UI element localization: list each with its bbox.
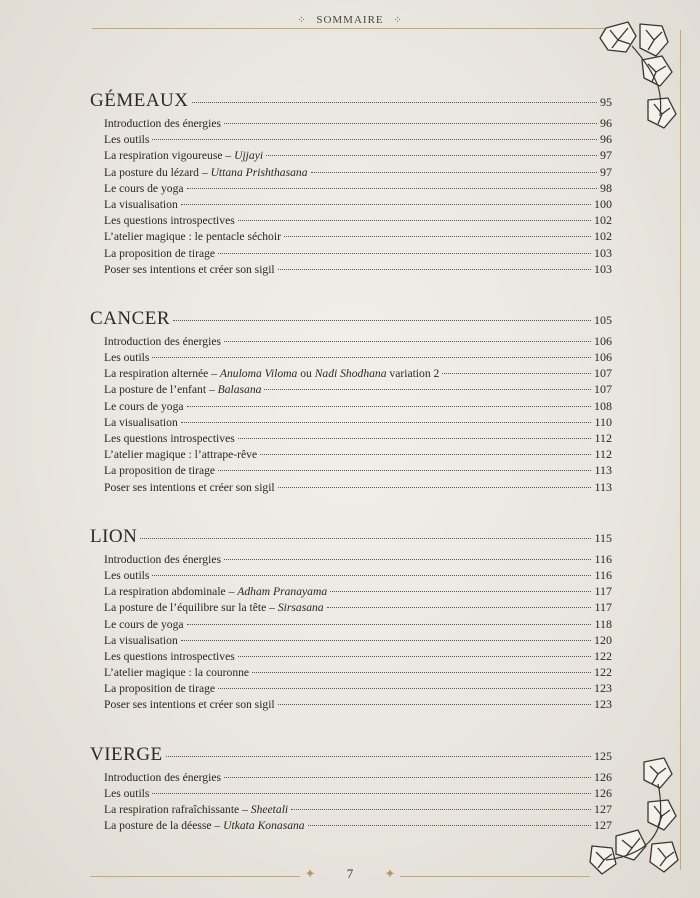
entry-page: 117 (594, 600, 612, 615)
dot-leader (140, 538, 591, 539)
entry-page: 98 (600, 180, 612, 195)
dot-leader (152, 357, 591, 358)
entry-page: 107 (594, 366, 612, 381)
toc-entry[interactable] (90, 617, 612, 633)
entry-text: Introduction des énergies (104, 117, 221, 130)
entry-page: 122 (594, 665, 612, 680)
dot-leader (291, 809, 591, 810)
ornament-left-icon: ⁘ (297, 15, 307, 26)
dot-leader (238, 438, 592, 439)
entry-page: 96 (600, 116, 612, 130)
toc-entry[interactable] (90, 262, 612, 278)
entry-text: Introduction des énergies (104, 552, 221, 566)
entry-text: Les outils (104, 133, 150, 147)
entry-italic: Balasana (217, 383, 262, 397)
entry-page: 103 (594, 245, 612, 260)
entry-text: Poser ses intentions et créer son sigil (104, 262, 275, 276)
toc-entry[interactable] (90, 334, 612, 350)
entry-text: Introduction des énergies (104, 334, 221, 348)
toc-entry[interactable] (90, 148, 612, 164)
toc-entry[interactable] (90, 197, 612, 213)
dot-leader (152, 139, 597, 140)
dot-leader (442, 373, 591, 374)
entry-text: La visualisation (104, 415, 178, 429)
entry-text: Les questions introspectives (104, 214, 235, 228)
dot-leader (218, 688, 591, 689)
entry-suffix: ou (297, 367, 315, 381)
toc-entry[interactable] (90, 818, 612, 834)
entry-page: 110 (594, 414, 612, 429)
toc-entry[interactable] (90, 552, 612, 568)
entry-text: Poser ses intentions et créer son sigil (104, 480, 275, 494)
entry-page: 116 (594, 551, 612, 566)
dot-leader (238, 656, 591, 657)
entry-page: 96 (600, 132, 612, 147)
entry-italic: Ujjayi (234, 149, 264, 163)
entry-text: La posture de la déesse – (104, 819, 224, 833)
entry-italic: Uttana Prishthasana (210, 165, 308, 179)
entry-italic: Sirsasana (277, 601, 324, 615)
dot-leader (166, 756, 591, 757)
entry-page: 112 (594, 447, 612, 462)
entry-page: 112 (594, 431, 612, 445)
toc-entry[interactable] (90, 165, 612, 181)
entry-text: Les outils (104, 351, 150, 365)
dot-leader (327, 607, 592, 608)
entry-text: Le cours de yoga (104, 181, 184, 195)
entry-page: 127 (594, 818, 612, 833)
toc-entry[interactable] (90, 181, 612, 197)
entry-text: Les outils (104, 568, 150, 582)
dot-leader (181, 640, 591, 641)
entry-text: La respiration alternée – (104, 367, 220, 381)
entry-text: La posture du lézard – (104, 165, 211, 179)
entry-page: 106 (594, 350, 612, 365)
entry-italic: Utkata Konasana (223, 819, 305, 833)
entry-text: Les questions introspectives (104, 432, 235, 445)
chapter-heading[interactable] (90, 90, 612, 116)
entry-page: 126 (594, 785, 612, 800)
dot-leader (181, 422, 592, 423)
entry-italic: Nadi Shodhana (314, 367, 387, 381)
toc-entry[interactable] (90, 229, 612, 245)
frame-right-line (680, 30, 681, 870)
ornament-right-icon: ⁘ (393, 15, 403, 26)
chapter-heading[interactable] (90, 526, 612, 552)
entry-text: Les outils (104, 786, 150, 800)
dot-leader (192, 102, 598, 103)
entry-italic: Sheetali (250, 803, 289, 816)
entry-text: Les questions introspectives (104, 649, 235, 663)
chapter-heading[interactable] (90, 744, 612, 770)
dot-leader (218, 470, 591, 471)
toc-entry[interactable] (90, 463, 612, 479)
entry-suffix: variation 2 (386, 367, 440, 381)
page-number: 7 (346, 866, 354, 881)
entry-page: 97 (600, 148, 612, 163)
entry-text: Le cours de yoga (104, 399, 184, 413)
toc-entry[interactable] (90, 350, 612, 366)
entry-page: 106 (594, 333, 612, 348)
dot-leader (152, 793, 591, 794)
entry-text: La visualisation (104, 633, 178, 647)
dot-leader (187, 406, 591, 407)
entry-text: Poser ses intentions et créer son sigil (104, 698, 275, 712)
table-of-contents (90, 90, 612, 864)
toc-entry[interactable] (90, 665, 612, 681)
dot-leader (173, 320, 591, 321)
dot-leader (187, 188, 597, 189)
toc-entry[interactable] (90, 770, 612, 786)
toc-entry[interactable] (90, 802, 612, 818)
toc-entry[interactable] (90, 600, 612, 616)
chapter-title: LION (90, 525, 138, 547)
entry-page: 116 (594, 567, 612, 582)
section-gemeaux (90, 90, 612, 278)
entry-text: La proposition de tirage (104, 682, 216, 696)
star-right-icon: ✦ (384, 866, 396, 881)
entry-page: 113 (594, 463, 612, 478)
entry-text: Introduction des énergies (104, 770, 221, 784)
entry-page: 100 (594, 196, 612, 211)
dot-leader (152, 575, 591, 576)
toc-entry[interactable] (90, 697, 612, 713)
section-vierge (90, 744, 612, 835)
toc-entry[interactable] (90, 213, 612, 229)
frame-top-line (92, 28, 622, 29)
section-lion (90, 526, 612, 714)
entry-text: La posture de l’enfant – (104, 383, 218, 397)
dot-leader (266, 155, 597, 156)
entry-page: 123 (594, 681, 612, 696)
dot-leader (238, 220, 591, 221)
entry-page: 123 (594, 697, 612, 712)
entry-page: 102 (594, 213, 612, 228)
header-title: SOMMAIRE (316, 14, 384, 26)
entry-text: La posture de l’équilibre sur la tête – (104, 601, 278, 615)
chapter-heading[interactable] (90, 308, 612, 334)
dot-leader (278, 487, 592, 488)
entry-page: 113 (594, 479, 612, 494)
entry-text: La respiration rafraîchissante – (104, 803, 251, 816)
toc-entry[interactable] (90, 584, 612, 600)
chapter-page: 105 (594, 312, 612, 327)
toc-entry[interactable] (90, 649, 612, 665)
toc-entry[interactable] (90, 132, 612, 148)
entry-italic: Adham Pranayama (237, 585, 328, 599)
chapter-page: 95 (600, 95, 612, 109)
entry-page: 108 (594, 398, 612, 413)
entry-text: La respiration vigoureuse – (104, 149, 235, 163)
entry-page: 97 (600, 164, 612, 179)
dot-leader (218, 253, 591, 254)
toc-entry[interactable] (90, 366, 612, 382)
entry-page: 127 (594, 802, 612, 816)
section-cancer (90, 308, 612, 496)
dot-leader (224, 777, 591, 778)
star-left-icon: ✦ (304, 866, 316, 881)
entry-page: 117 (594, 584, 612, 599)
dot-leader (224, 341, 591, 342)
dot-leader (308, 825, 591, 826)
dot-leader (181, 204, 591, 205)
entry-italic: Anuloma Viloma (219, 367, 298, 381)
dot-leader (278, 704, 591, 705)
dot-leader (260, 454, 591, 455)
dot-leader (224, 123, 597, 124)
toc-entry[interactable] (90, 447, 612, 463)
toc-entry[interactable] (90, 568, 612, 584)
entry-page: 118 (594, 616, 612, 631)
toc-entry[interactable] (90, 786, 612, 802)
dot-leader (330, 591, 591, 592)
entry-text: La proposition de tirage (104, 464, 216, 478)
toc-entry[interactable] (90, 246, 612, 262)
chapter-title: GÉMEAUX (90, 90, 189, 111)
entry-page: 107 (594, 382, 612, 397)
toc-entry[interactable] (90, 633, 612, 649)
entry-page: 120 (594, 632, 612, 647)
toc-entry[interactable] (90, 431, 612, 447)
dot-leader (252, 672, 591, 673)
page-footer (0, 866, 700, 882)
dot-leader (264, 389, 591, 390)
dot-leader (311, 172, 597, 173)
entry-text: La respiration abdominale – (104, 585, 238, 599)
entry-text: La visualisation (104, 197, 178, 211)
dot-leader (224, 559, 591, 560)
chapter-title: VIERGE (90, 743, 163, 765)
dot-leader (278, 269, 591, 270)
entry-page: 126 (594, 769, 612, 784)
entry-page: 122 (594, 648, 612, 663)
toc-entry[interactable] (90, 382, 612, 398)
chapter-page: 125 (594, 748, 612, 763)
dot-leader (284, 236, 591, 237)
entry-text: L’atelier magique : le pentacle séchoir (104, 230, 281, 244)
toc-entry[interactable] (90, 116, 612, 132)
entry-text: La proposition de tirage (104, 246, 216, 260)
entry-text: L’atelier magique : l’attrape-rêve (104, 448, 258, 462)
chapter-title: CANCER (90, 307, 171, 329)
toc-entry[interactable] (90, 415, 612, 431)
toc-entry[interactable] (90, 681, 612, 697)
chapter-page: 115 (594, 530, 612, 545)
entry-page: 102 (594, 229, 612, 244)
entry-text: Le cours de yoga (104, 617, 184, 631)
toc-entry[interactable] (90, 480, 612, 496)
toc-entry[interactable] (90, 399, 612, 415)
dot-leader (187, 624, 592, 625)
entry-text: L’atelier magique : la couronne (104, 666, 250, 680)
entry-page: 103 (594, 261, 612, 276)
